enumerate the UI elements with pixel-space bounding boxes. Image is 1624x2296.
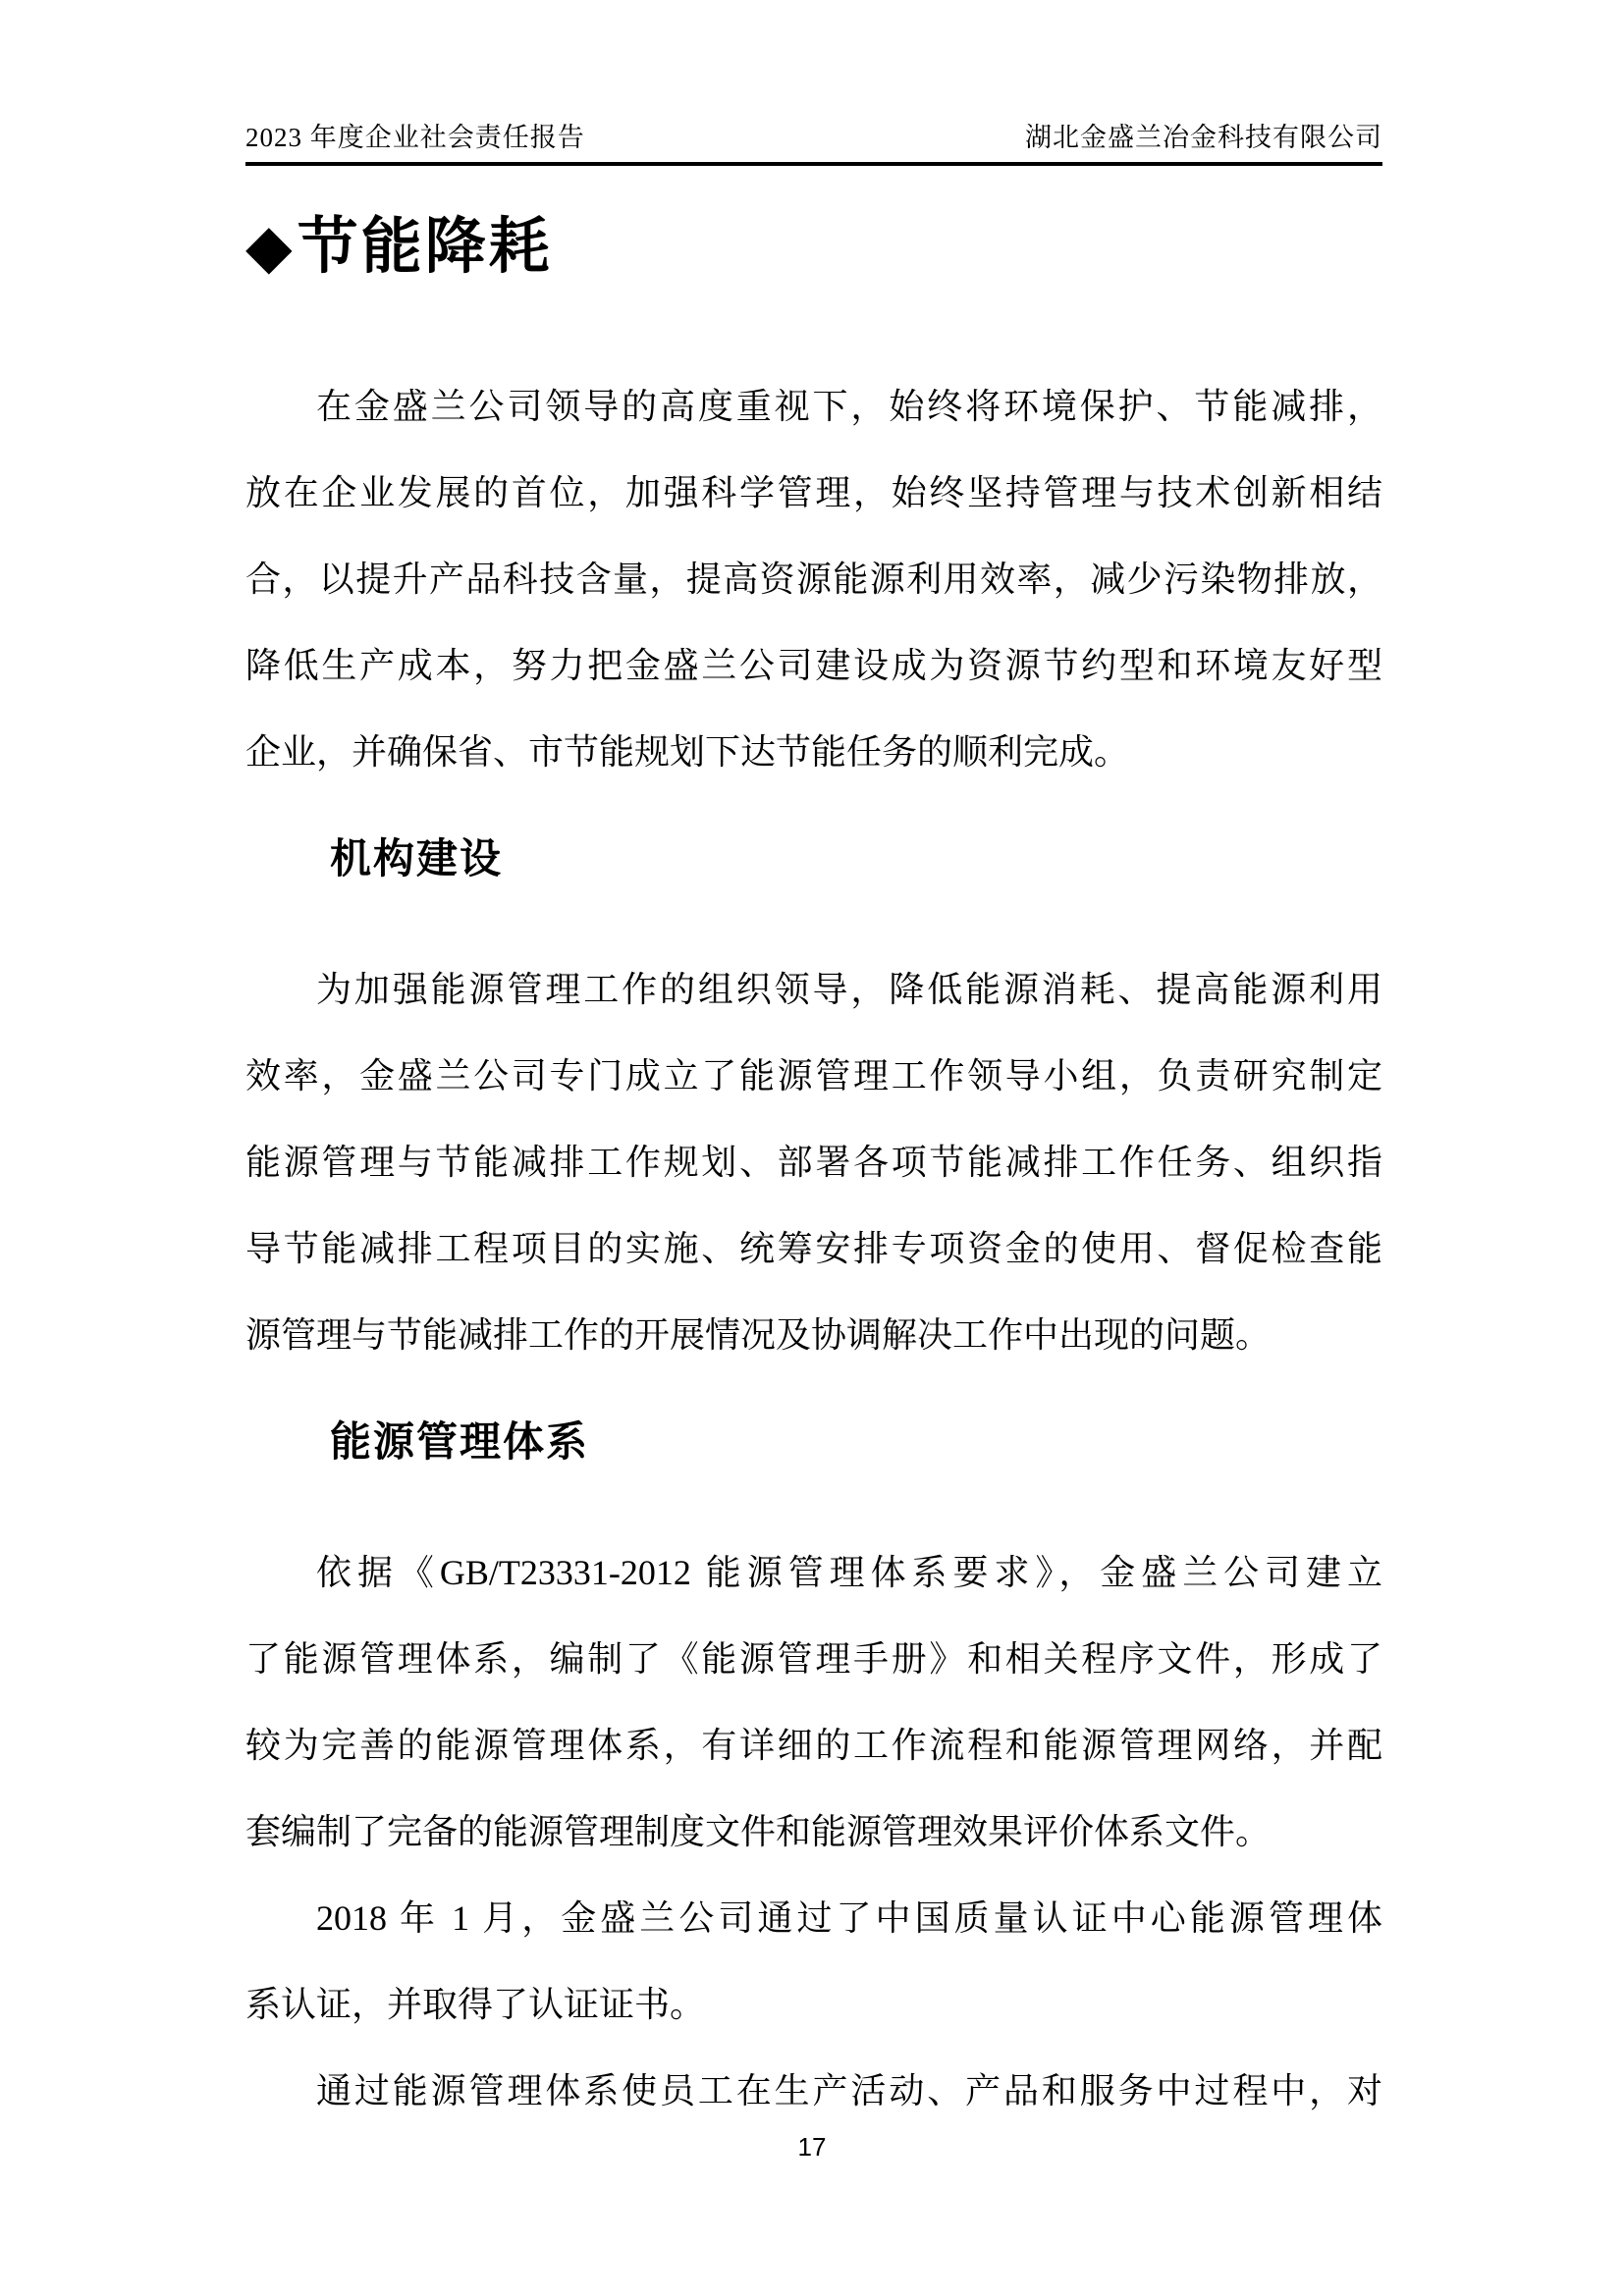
paragraph-line: 较为完善的能源管理体系，有详细的工作流程和能源管理网络，并配: [245, 1726, 1382, 1766]
paragraph-line: 在金盛兰公司领导的高度重视下，始终将环境保护、节能减排，: [316, 387, 1382, 427]
paragraph-line: 套编制了完备的能源管理制度文件和能源管理效果评价体系文件。: [245, 1812, 1272, 1852]
paragraph: [245, 363, 1382, 795]
paragraph: [245, 1529, 1382, 1875]
diamond-bullet-icon: ◆: [245, 214, 296, 281]
header-company-name: 湖北金盛兰冶金科技有限公司: [1025, 123, 1382, 152]
paragraph-line: 依据《GB/T23331-2012 能源管理体系要求》，金盛兰公司建立: [316, 1553, 1382, 1593]
page-title-text: 节能降耗: [297, 214, 553, 281]
paragraph: [245, 946, 1382, 1378]
document-body: [245, 363, 1382, 2134]
paragraph-line: 系认证，并取得了认证证书。: [245, 1985, 706, 2025]
paragraph-line: 放在企业发展的首位，加强科学管理，始终坚持管理与技术创新相结: [245, 473, 1382, 513]
paragraph-line: 2018 年 1 月，金盛兰公司通过了中国质量认证中心能源管理体: [316, 1898, 1382, 1939]
paragraph-line: 通过能源管理体系使员工在生产活动、产品和服务中过程中，对: [316, 2071, 1382, 2111]
paragraph: [245, 1875, 1382, 2048]
paragraph-line: 导节能减排工程项目的实施、统筹安排专项资金的使用、督促检查能: [245, 1229, 1382, 1269]
paragraph-line: 能源管理与节能减排工作规划、部署各项节能减排工作任务、组织指: [245, 1143, 1382, 1183]
paragraph-line: 企业，并确保省、市节能规划下达节能任务的顺利完成。: [245, 732, 1130, 773]
page-number: 17: [797, 2132, 827, 2162]
paragraph-line: 源管理与节能减排工作的开展情况及协调解决工作中出现的问题。: [245, 1315, 1272, 1356]
paragraph-line: 降低生产成本，努力把金盛兰公司建设成为资源节约型和环境友好型: [245, 646, 1382, 686]
paragraph: [245, 2048, 1382, 2134]
paragraph-line: 合，以提升产品科技含量，提高资源能源利用效率，减少污染物排放，: [245, 560, 1382, 600]
section-heading-energy-system: 能源管理体系: [330, 1418, 590, 1466]
paragraph-line: 了能源管理体系，编制了《能源管理手册》和相关程序文件，形成了: [245, 1639, 1382, 1680]
header-report-title: 2023 年度企业社会责任报告: [245, 123, 585, 152]
page-header: [245, 116, 1382, 166]
section-heading-organization: 机构建设: [330, 835, 504, 882]
paragraph-line: 为加强能源管理工作的组织领导，降低能源消耗、提高能源利用: [316, 970, 1382, 1010]
page-title: [245, 213, 1382, 283]
paragraph-line: 效率，金盛兰公司专门成立了能源管理工作领导小组，负责研究制定: [245, 1056, 1382, 1096]
